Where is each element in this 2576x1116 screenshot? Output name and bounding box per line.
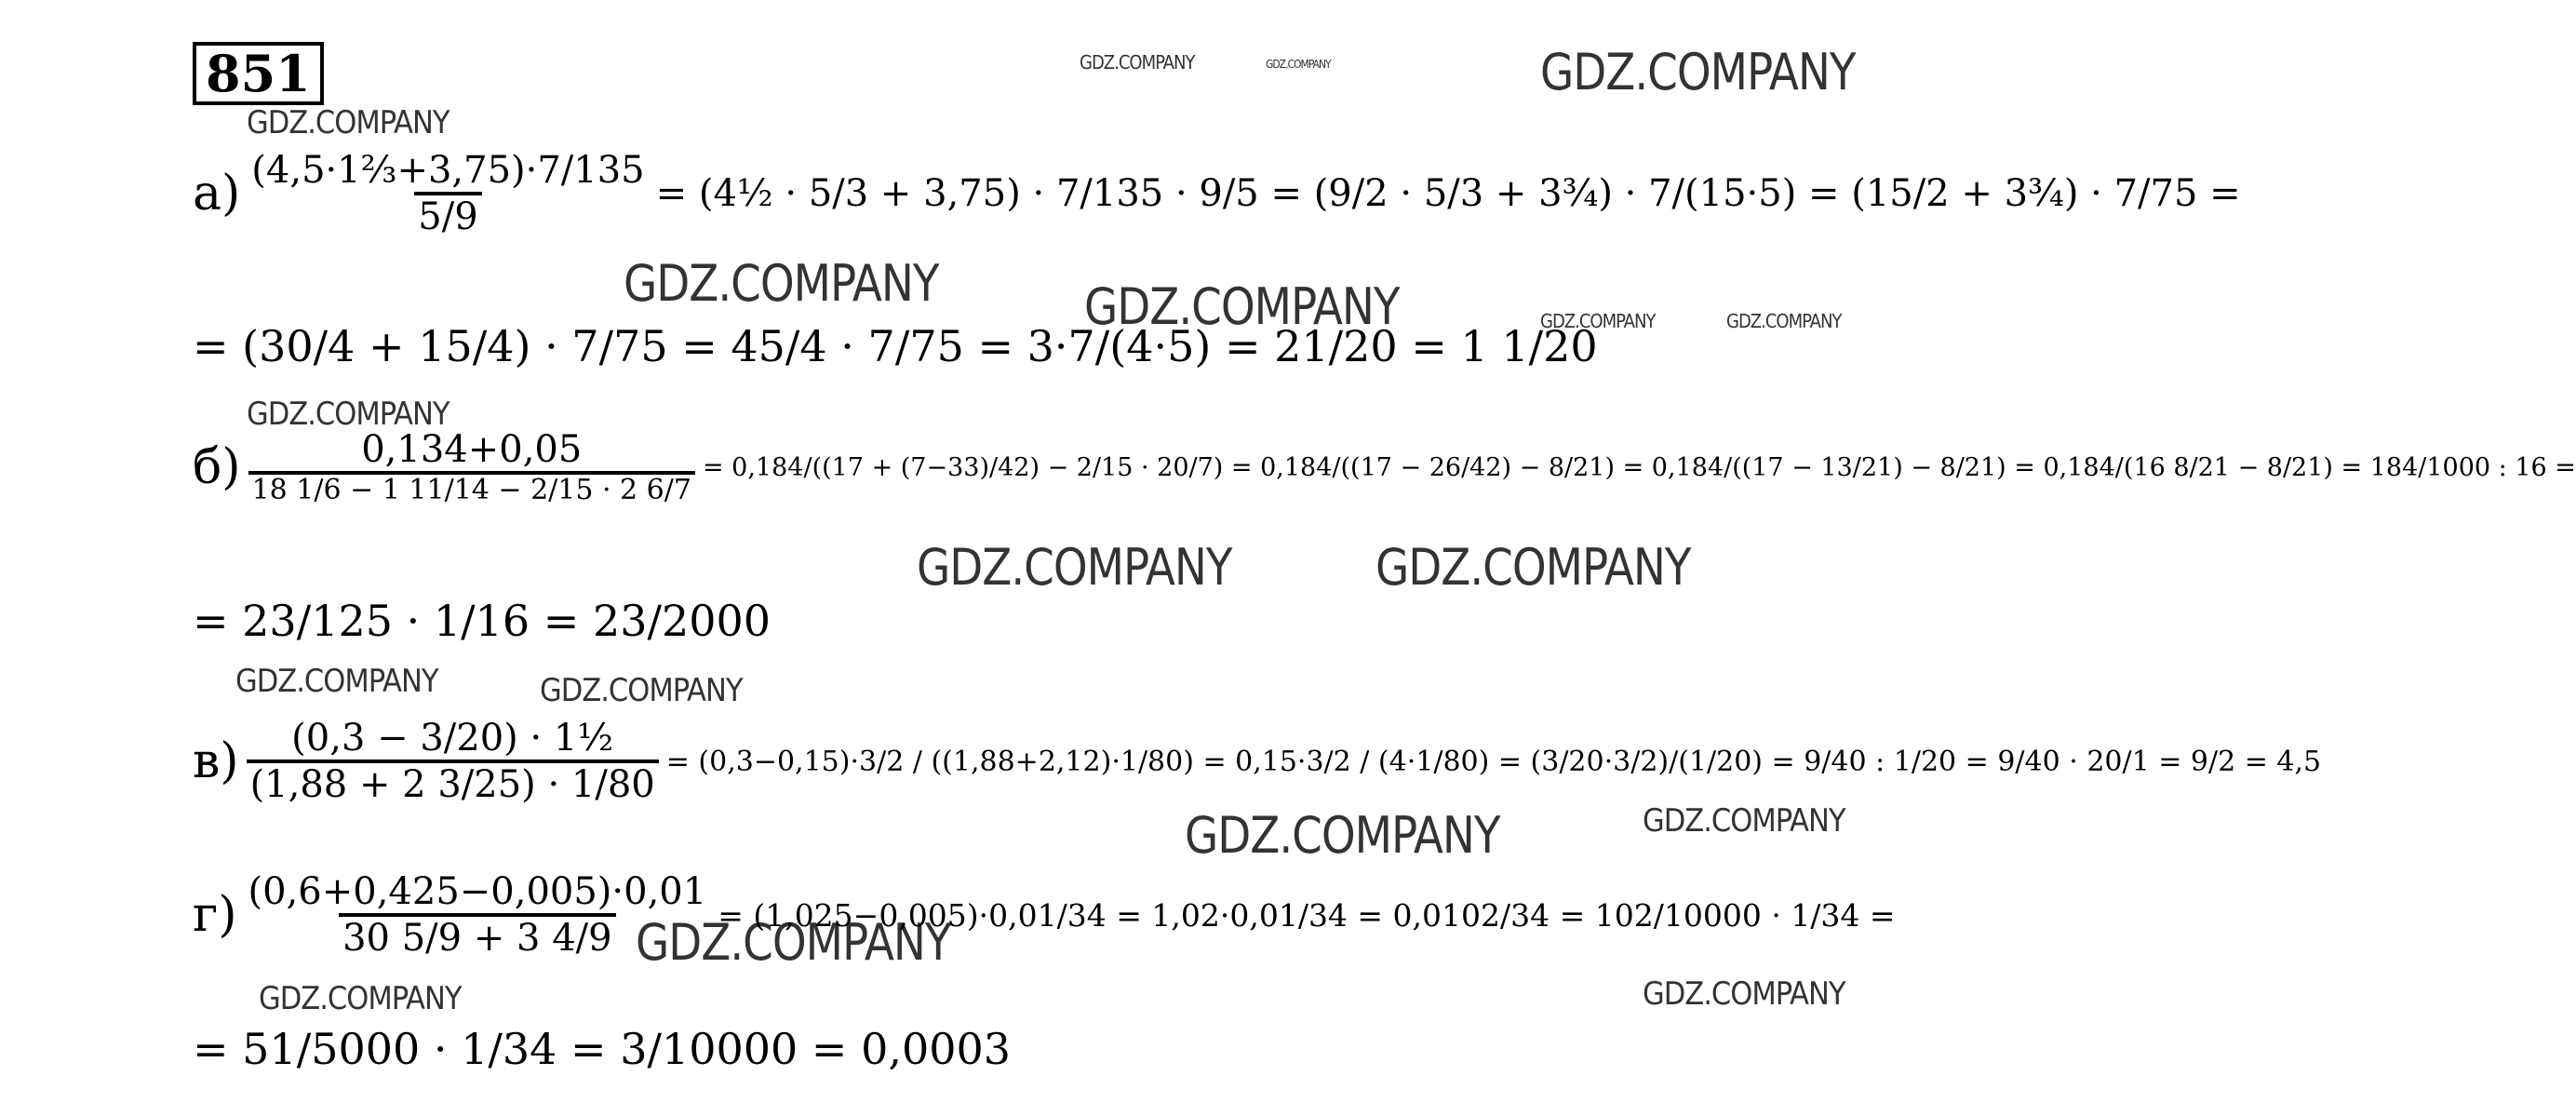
part-b-rest: = 0,184/((17 + (7−33)/42) − 2/15 · 20/7) = 0,184/((17 − 26/42) − 8/21) = 0,184/((17 − 13/21) − 8/21) = 0,184/(16 8/21 − 8/21) = 184/1000 : 16 = (702, 452, 2576, 482)
watermark: GDZ.COMPANY (917, 538, 1232, 598)
part-a-rest: = (4½ · 5/3 + 3,75) · 7/135 · 9/5 = (9/2 · 5/3 + 3¾) · 7/(15·5) = (15/2 + 3¾) · 7/75 = (655, 172, 2241, 215)
part-v-label: в) (193, 733, 239, 789)
part-b-lhs-denominator: 18 1/6 − 1 11/14 − 2/15 · 2 6/7 (248, 471, 695, 507)
part-a-line-2: = (30/4 + 15/4) · 7/75 = 45/4 · 7/75 = 3·7/(4·5) = 21/20 = 1 1/20 (193, 321, 1598, 371)
watermark: GDZ.COMPANY (540, 672, 743, 709)
part-b-lhs-numerator: 0,134+0,05 (361, 428, 583, 471)
watermark: GDZ.COMPANY (636, 913, 951, 973)
watermark: GDZ.COMPANY (247, 104, 449, 141)
part-v-rest: = (0,3−0,15)·3/2 / ((1,88+2,12)·1/80) = 0,15·3/2 / (4·1/80) = (3/20·3/2)/(1/20) = 9/40 : 1/20 = 9/40 · 20/1 = 9/2 = 4,5 (665, 745, 2322, 778)
watermark: GDZ.COMPANY (235, 663, 438, 700)
watermark: GDZ.COMPANY (1266, 58, 1331, 71)
watermark: GDZ.COMPANY (1080, 51, 1195, 74)
problem-number: 851 (193, 42, 324, 105)
part-a-lhs-fraction (248, 149, 648, 238)
watermark: GDZ.COMPANY (1540, 310, 1656, 332)
part-a-lhs-denominator: 5/9 (414, 192, 481, 238)
part-g-lhs-denominator: 30 5/9 + 3 4/9 (339, 913, 615, 960)
part-b-label: б) (193, 439, 241, 496)
part-v-lhs-fraction (247, 717, 659, 806)
part-g-line-2: = 51/5000 · 1/34 = 3/10000 = 0,0003 (193, 1024, 1012, 1074)
part-a-lhs-numerator: (4,5·1⅔+3,75)·7/135 (251, 149, 645, 192)
watermark: GDZ.COMPANY (1185, 806, 1500, 866)
part-b-lhs-fraction (248, 428, 695, 507)
watermark: GDZ.COMPANY (1726, 310, 1842, 332)
watermark: GDZ.COMPANY (247, 396, 449, 433)
part-g-line-1 (193, 870, 1896, 960)
part-b-line-1 (193, 428, 2576, 507)
part-g-label: г) (193, 887, 237, 943)
part-a-label: а) (193, 166, 241, 222)
part-v-line-1 (193, 717, 2321, 806)
watermark: GDZ.COMPANY (1540, 43, 1856, 102)
part-v-lhs-denominator: (1,88 + 2 3/25) · 1/80 (247, 760, 659, 806)
watermark: GDZ.COMPANY (259, 980, 462, 1017)
part-a-line-1 (193, 149, 2241, 238)
part-g-rest: = (1,025−0,005)·0,01/34 = 1,02·0,01/34 = 0,0102/34 = 102/10000 · 1/34 = (718, 896, 1896, 934)
part-b-line-2: = 23/125 · 1/16 = 23/2000 (193, 596, 771, 646)
watermark: GDZ.COMPANY (1643, 975, 1845, 1013)
watermark: GDZ.COMPANY (1643, 802, 1845, 840)
watermark: GDZ.COMPANY (1375, 538, 1691, 598)
watermark: GDZ.COMPANY (624, 254, 939, 314)
part-g-lhs-numerator: (0,6+0,425−0,005)·0,01 (248, 870, 707, 913)
part-v-lhs-numerator: (0,3 − 3/20) · 1½ (291, 717, 614, 760)
watermark: GDZ.COMPANY (1084, 277, 1400, 337)
part-g-lhs-fraction (245, 870, 711, 960)
